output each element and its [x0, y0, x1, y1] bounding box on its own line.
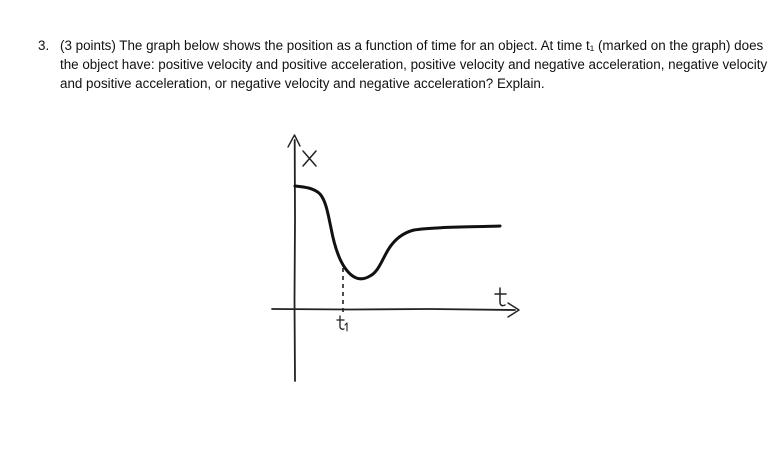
t1-marker-label — [337, 316, 350, 331]
x-axis-label — [303, 151, 320, 169]
t-axis-label — [495, 288, 506, 306]
t1-symbol: t₁ — [586, 38, 595, 53]
t-axis-horizontal — [272, 309, 515, 310]
position-curve — [295, 186, 500, 279]
question-text-part-1: (3 points) The graph below shows the position as a function of time for an object. At time — [60, 38, 586, 53]
question-text-part-2: (marked on the graph) does the object have: positive velocity and positive acceleration, positive velocity and negative acceleration, negative velocity and positive acceleration, or negative velocity and negative acceleration? Explain. — [60, 38, 768, 91]
question-number: 3. — [38, 38, 50, 53]
x-axis-vertical — [295, 140, 296, 381]
